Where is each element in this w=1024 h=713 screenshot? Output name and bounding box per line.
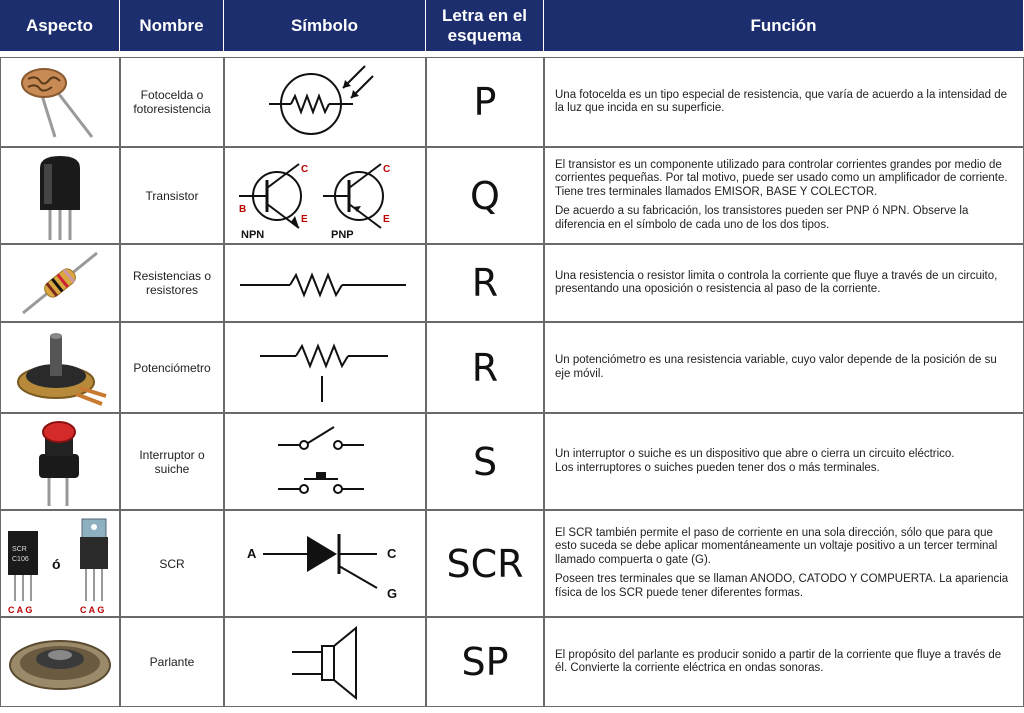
potentiometer-symbol	[230, 328, 420, 408]
switch-symbols	[230, 417, 420, 507]
svg-text:C A G: C A G	[8, 604, 33, 615]
aspect-cell	[0, 244, 120, 322]
function-text: Una resistencia o resistor limita o controla la corriente que fluye a través de un circuito, presentando una oposición o resistencia al paso de la corriente.	[555, 269, 998, 295]
speaker-symbol	[230, 622, 420, 702]
svg-text:ó: ó	[52, 555, 61, 572]
aspect-cell	[0, 510, 120, 617]
header-aspecto: Aspecto	[0, 0, 120, 51]
schematic-letter: P	[473, 80, 497, 124]
svg-text:B: B	[239, 203, 247, 215]
symbol-cell	[224, 617, 426, 707]
schematic-letter: R	[471, 345, 499, 390]
svg-text:C: C	[301, 163, 309, 175]
photocell-image	[10, 61, 110, 143]
symbol-cell	[224, 322, 426, 413]
scr-image	[2, 513, 118, 615]
schematic-letter: S	[472, 439, 498, 484]
table-row	[0, 413, 1024, 510]
table-row	[0, 147, 1024, 244]
photoresistor-symbol	[225, 58, 425, 146]
function-text: Un interruptor o suiche es un dispositivo que abre o cierra un circuito eléctrico. Los interruptores o suiches pueden tener dos o más terminales.	[555, 448, 955, 474]
resistor-image	[15, 247, 105, 319]
component-name: SCR	[159, 556, 185, 571]
aspect-cell	[0, 413, 120, 510]
svg-text:E: E	[383, 213, 390, 225]
svg-text:C: C	[383, 163, 391, 175]
resistor-symbol	[230, 263, 420, 303]
svg-text:C106: C106	[12, 555, 29, 563]
transistor-symbols	[225, 150, 425, 242]
header-simbolo: Símbolo	[224, 0, 426, 51]
svg-text:C: C	[387, 545, 397, 561]
component-name: Resistencias o resistores	[132, 269, 212, 297]
function-text: Una fotocelda es un tipo especial de resistencia, que varía de acuerdo a la intensidad de la luz que incida en su superficie.	[555, 88, 1007, 114]
svg-text:A: A	[247, 545, 257, 561]
potentiometer-image	[10, 326, 110, 410]
header-funcion: Función	[544, 0, 1024, 51]
aspect-cell	[0, 322, 120, 413]
svg-text:NPN: NPN	[241, 228, 265, 241]
scr-symbol	[227, 514, 423, 614]
table-row	[0, 322, 1024, 413]
schematic-letter: SP	[461, 640, 509, 684]
svg-text:PNP: PNP	[331, 228, 354, 241]
function-text: El SCR también permite el paso de corriente en una sola dirección, sólo que para que esto suceda se debe aplicar momentáneamente un voltaje positivo a un tercer terminal llamado compuerta o gate (G). Poseen tres terminales que se llaman ANODO, CATODO Y COMPUERTA. La apariencia física de los SCR puede tener diferentes formas.	[555, 526, 1009, 599]
symbol-cell	[224, 413, 426, 510]
symbol-cell	[224, 244, 426, 322]
header-letra: Letra en el esquema	[426, 0, 544, 51]
symbol-cell	[224, 510, 426, 617]
schematic-letter: Q	[470, 173, 500, 218]
speaker-image	[4, 623, 116, 701]
aspect-cell	[0, 617, 120, 707]
component-name: Potenciómetro	[133, 360, 211, 375]
svg-text:C A G: C A G	[80, 604, 105, 615]
table-row	[0, 244, 1024, 322]
symbol-cell	[224, 57, 426, 147]
svg-text:SCR: SCR	[12, 545, 27, 553]
function-text: El transistor es un componente utilizado para controlar corrientes grandes por medio de corrientes pequeñas. Por tal motivo, puede ser usado como un amplificador de corriente. Tiene tres terminales llamados EMISOR, BASE Y COLECTOR. De acuerdo a su fabricación, los transistores pueden ser PNP ó NPN. Observe la diferencia en el símbolo de cada uno de los dos tipos.	[555, 158, 1008, 231]
schematic-letter: SCR	[446, 541, 524, 586]
header-nombre: Nombre	[120, 0, 224, 51]
switch-image	[25, 416, 95, 508]
aspect-cell	[0, 147, 120, 244]
table-row	[0, 57, 1024, 147]
table-row	[0, 510, 1024, 617]
table-row	[0, 617, 1024, 707]
svg-text:E: E	[301, 213, 308, 225]
function-text: Un potenciómetro es una resistencia variable, cuyo valor depende de la posición de su eje móvil.	[555, 354, 997, 380]
svg-text:G: G	[387, 585, 398, 601]
symbol-cell	[224, 147, 426, 244]
component-name: Parlante	[149, 655, 195, 669]
component-name: Fotocelda o fotoresistencia	[133, 88, 211, 116]
schematic-letter: R	[471, 261, 499, 305]
transistor-image	[20, 150, 100, 242]
function-text: El propósito del parlante es producir sonido a partir de la corriente que fluye a través de él. Convierte la corriente eléctrica en ondas sonoras.	[555, 648, 1002, 674]
aspect-cell	[0, 57, 120, 147]
component-name: Transistor	[145, 188, 199, 203]
component-name: Interruptor o suiche	[139, 447, 205, 476]
